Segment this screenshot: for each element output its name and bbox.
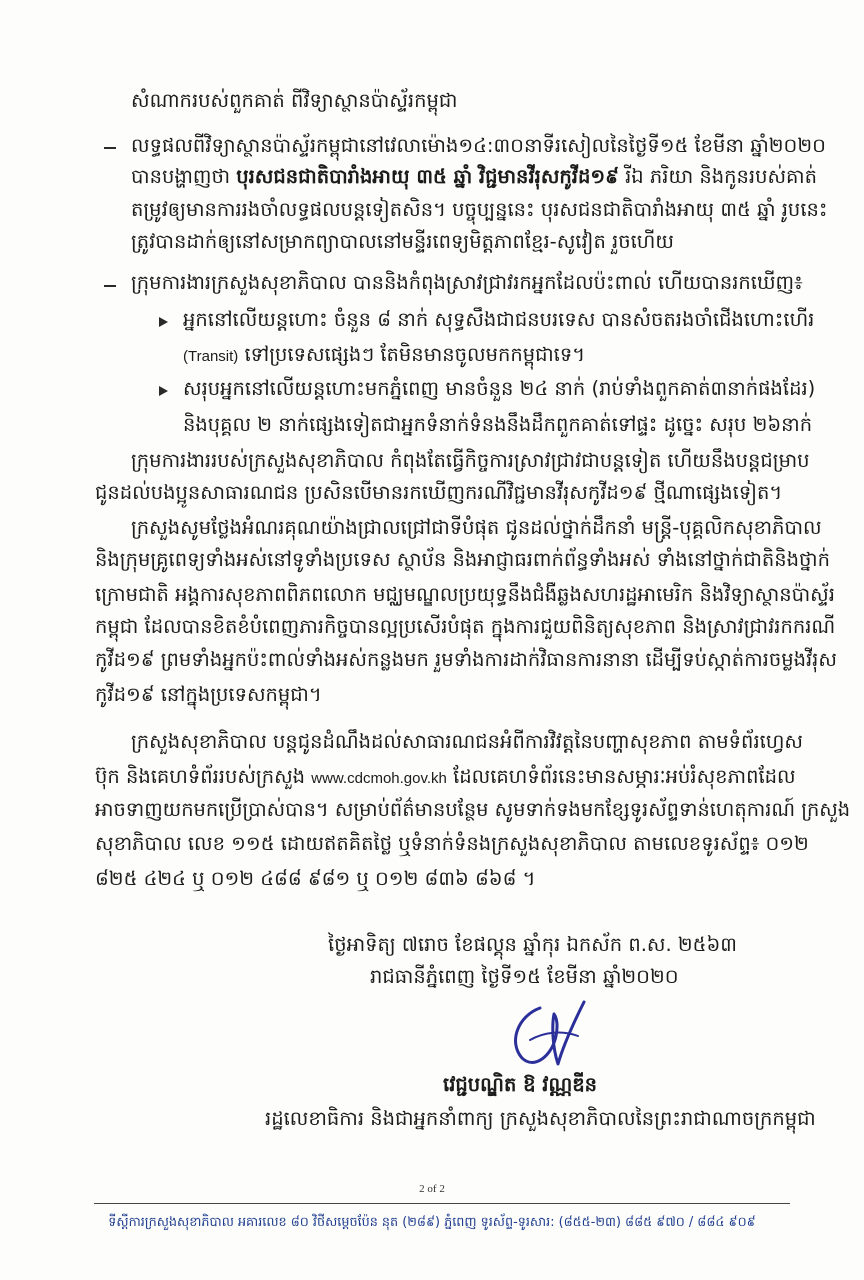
arrow-bullet-icon bbox=[159, 386, 168, 396]
bullet-1-text: បានបង្ហាញថា bbox=[131, 165, 231, 188]
paragraph-3-line bbox=[95, 762, 796, 792]
transit-text: (Transit) bbox=[183, 348, 239, 365]
bullet-1-line: ត្រូវបានដាក់ឲ្យនៅសម្រាកព្យាបាលនៅមន្ទីរពេទ្យមិត្តភាពខ្មែរ-សូវៀត រួចហើយ bbox=[131, 230, 674, 253]
dash-bullet bbox=[104, 147, 116, 149]
page-number: 2 of 2 bbox=[419, 1183, 445, 1195]
lunar-date: ថ្ងៃអាទិត្យ ៧រោច ខែផល្គុន ឆ្នាំកុរ ឯកស័ក ព.ស. ២៥៦៣ bbox=[328, 933, 737, 956]
paragraph-3-line: អាចទាញយកមកប្រើប្រាស់បាន។ សម្រាប់ព័ត៌មានបន្ថែម សូមទាក់ទងមកខ្សែទូរស័ព្ទទាន់ហេតុការណ៍ ក្រសួង bbox=[95, 798, 851, 821]
paragraph-3-line: ក្រសួងសុខាភិបាល បន្តជូនដំណឹងដល់សាធារណជនអំពីការវិវត្តនៃបញ្ហាសុខភាព តាមទំព័រហ្វេស bbox=[131, 730, 803, 753]
paragraph-2-line: ក្រសួងសូមថ្លែងអំណរគុណយ៉ាងជ្រាលជ្រៅជាទីបំផុត ជូនដល់ថ្នាក់ដឹកនាំ មន្ត្រី-បុគ្គលិកសុខាភិបាល bbox=[131, 516, 822, 539]
paragraph-3-text: ប៊ុក និងគេហទំព័ររបស់ក្រសួង bbox=[95, 765, 306, 788]
body-line: សំណាករបស់ពួកគាត់ ពីវិទ្យាស្ថានប៉ាស្ទ័រកម្ពុជា bbox=[131, 89, 458, 112]
bullet-1-line: លទ្ធផលពីវិទ្យាស្ថានប៉ាស្ទ័រកម្ពុជានៅវេលាម៉ោង១៤:៣០នាទីរសៀលនៃថ្ងៃទី១៥ ខែមីនា ឆ្នាំ២០២០ bbox=[131, 134, 826, 157]
paragraph-2-line: កូវីដ១៩ នៅក្នុងប្រទេសកម្ពុជា។ bbox=[95, 683, 322, 706]
bullet-1-text: រីឯ ភរិយា និងកូនរបស់គាត់ bbox=[625, 165, 817, 188]
paragraph-3-line: ៨២៥ ៤២៤ ឬ ០១២ ៤៨៨ ៩៨១ ឬ ០១២ ៨៣៦ ៨៦៨ ។ bbox=[95, 867, 536, 890]
bullet-2-line: ក្រុមការងារក្រសួងសុខាភិបាល បាននិងកំពុងស្រាវជ្រាវរកអ្នកដែលប៉ះពាល់ ហើយបានរកឃើញ៖ bbox=[131, 271, 803, 294]
paragraph-3-text: ដែលគេហទំព័រនេះមានសម្ភារៈអប់រំសុខភាពដែល bbox=[453, 765, 796, 788]
paragraph-2-line: កម្ពុជា ដែលបានខិតខំបំពេញភារកិច្ចបានល្អប្រសើរបំផុត ក្នុងការជួយពិនិត្យសុខភាព និងស្រាវជ្រាវរកករណី bbox=[95, 615, 836, 638]
sub-bullet-1-line bbox=[183, 340, 585, 370]
paragraph-2-line: និងក្រុមគ្រូពេទ្យទាំងអស់នៅទូទាំងប្រទេស ស្ថាប័ន និងអាជ្ញាធរពាក់ព័ន្ធទាំងអស់ ទាំងនៅថ្នាក់ជាតិនិងថ្នាក់ bbox=[95, 548, 830, 571]
sub-bullet-2-line: និងបុគ្គល ២ នាក់ផ្សេងទៀតជាអ្នកទំនាក់ទំនងនឹងដឹកពួកគាត់ទៅផ្ទះ ដូច្នេះ សរុប ២៦នាក់ bbox=[183, 413, 813, 436]
signature-image bbox=[500, 990, 610, 1075]
arrow-bullet-icon bbox=[159, 317, 168, 327]
signatory-title: រដ្ឋលេខាធិការ និងជាអ្នកនាំពាក្យ ក្រសួងសុខាភិបាលនៃព្រះរាជាណាចក្រកម្ពុជា bbox=[265, 1107, 816, 1130]
bullet-1-line bbox=[131, 162, 817, 192]
bullet-1-line: តម្រូវឲ្យមានការរងចាំលទ្ធផលបន្តទៀតសិន។ បច្ចុប្បន្ននេះ បុរសជនជាតិបារាំងអាយុ ៣៥ ឆ្នាំ រូបនេះ bbox=[131, 198, 828, 221]
paragraph-2-line: ក្រោមជាតិ អង្គការសុខភាពពិភពលោក មជ្ឈមណ្ឌលប្រយុទ្ធនឹងជំងឺឆ្លងសហរដ្ឋអាមេរិក និងវិទ្យាស្ថានប៉ាស្ទ័រ bbox=[95, 583, 835, 606]
sub-bullet-2-line: សរុបអ្នកនៅលើយន្តហោះមកភ្នំពេញ មានចំនួន ២៤ នាក់ (រាប់ទាំងពួកគាត់៣នាក់ផងដែរ) bbox=[183, 377, 816, 400]
paragraph-3-line: សុខាភិបាល លេខ ១១៥ ដោយឥតគិតថ្លៃ ឬទំនាក់ទំនងក្រសួងសុខាភិបាល តាមលេខទូរស័ព្ទ៖ ០១២ bbox=[95, 832, 809, 855]
footer-address: ទីស្តីការក្រសួងសុខាភិបាល អគារលេខ ៨០ វិថីសម្តេចប៉ែន នុត (២៨៩) ភ្នំពេញ ទូរស័ព្ទ-ទូរសារ: (៨៥៥-២៣) ៨៨៥ ៩៧០ / ៨៨៤ ៩០៩ bbox=[108, 1215, 756, 1230]
signatory-name: វេជ្ជបណ្ឌិត ឱ វណ្ណឌីន bbox=[443, 1073, 598, 1096]
sub-bullet-1-text: ទៅប្រទេសផ្សេងៗ តែមិនមានចូលមកកម្ពុជាទេ។ bbox=[244, 343, 586, 366]
dash-bullet bbox=[104, 285, 116, 287]
paragraph-1-line: ជូនដល់បងប្អូនសាធារណជន ប្រសិនបើមានរកឃើញករណីវិជ្ជមានវីរុសកូវីដ១៩ ថ្មីណាផ្សេងទៀត។ bbox=[95, 481, 783, 504]
website-link[interactable]: www.cdcmoh.gov.kh bbox=[311, 770, 447, 787]
place-date: រាជធានីភ្នំពេញ ថ្ងៃទី១៥ ខែមីនា ឆ្នាំ២០២០ bbox=[370, 965, 679, 988]
bullet-1-bold-text: បុរសជនជាតិបារាំងអាយុ ៣៥ ឆ្នាំ វិជ្ជមានវីរុសកូវីដ១៩ bbox=[236, 165, 619, 188]
paragraph-2-line: កូវីដ១៩ ព្រមទាំងអ្នកប៉ះពាល់ទាំងអស់កន្លងមក រួមទាំងការដាក់វិធានការនានា ដើម្បីទប់ស្កាត់ការចម្លងវីរុស bbox=[95, 648, 837, 671]
footer-divider bbox=[94, 1203, 790, 1204]
paragraph-1-line: ក្រុមការងាររបស់ក្រសួងសុខាភិបាល កំពុងតែធ្វើកិច្ចការស្រាវជ្រាវជាបន្តទៀត ហើយនឹងបន្តជម្រាប bbox=[131, 449, 810, 472]
sub-bullet-1-line: អ្នកនៅលើយន្តហោះ ចំនួន ៨ នាក់ សុទ្ធសឹងជាជនបរទេស បានសំចតរងចាំជើងហោះហើរ bbox=[183, 308, 815, 331]
